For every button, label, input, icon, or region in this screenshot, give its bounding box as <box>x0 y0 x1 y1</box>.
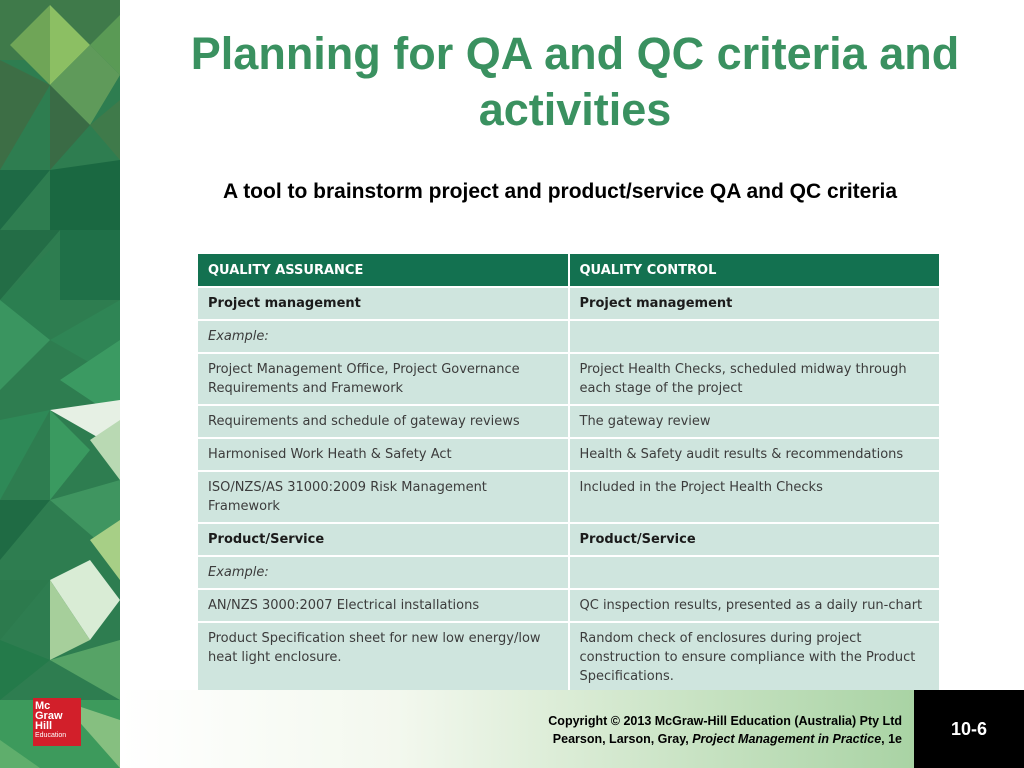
logo-line: Education <box>35 732 67 739</box>
decorative-side-pattern <box>0 0 120 768</box>
qa-cell: Project management <box>197 287 569 320</box>
footer-bar <box>120 690 914 768</box>
qc-cell: QC inspection results, presented as a daily run-chart <box>569 589 941 622</box>
copyright-notice <box>548 712 902 748</box>
logo-line: Hill <box>35 720 53 732</box>
qc-cell: Project management <box>569 287 941 320</box>
qa-qc-table <box>196 252 941 694</box>
table-row <box>197 320 940 353</box>
qc-cell: Random check of enclosures during project construction to ensure compliance with the Product Specifications. <box>569 622 941 693</box>
edition: , 1e <box>881 732 902 746</box>
copyright-line-1: Copyright © 2013 McGraw-Hill Education (Australia) Pty Ltd <box>548 714 902 728</box>
slide-subtitle: A tool to brainstorm project and product/service QA and QC criteria <box>222 180 898 203</box>
table-row <box>197 405 940 438</box>
qa-cell: AN/NZS 3000:2007 Electrical installations <box>197 589 569 622</box>
table-row <box>197 589 940 622</box>
table-header-row <box>197 253 940 287</box>
qa-cell: Product Specification sheet for new low energy/low heat light enclosure. <box>197 622 569 693</box>
table-row <box>197 287 940 320</box>
qc-cell <box>569 320 941 353</box>
mcgraw-hill-logo <box>33 698 81 746</box>
qa-cell: Product/Service <box>197 523 569 556</box>
triangle-pattern <box>0 0 120 768</box>
qa-cell: Requirements and schedule of gateway reviews <box>197 405 569 438</box>
qa-cell: Example: <box>197 556 569 589</box>
qc-cell: Included in the Project Health Checks <box>569 471 941 523</box>
book-title: Project Management in Practice <box>692 732 882 746</box>
qa-cell: Harmonised Work Heath & Safety Act <box>197 438 569 471</box>
page-number: 10-6 <box>914 690 1024 768</box>
qa-cell: Example: <box>197 320 569 353</box>
logo-line: Graw <box>35 710 63 722</box>
table-row <box>197 523 940 556</box>
qc-cell: Project Health Checks, scheduled midway through each stage of the project <box>569 353 941 405</box>
qa-cell: ISO/NZS/AS 31000:2009 Risk Management Framework <box>197 471 569 523</box>
qc-cell: Health & Safety audit results & recommendations <box>569 438 941 471</box>
table-body <box>197 287 940 693</box>
logo-line: Mc <box>35 700 51 712</box>
header-quality-control: QUALITY CONTROL <box>569 253 941 287</box>
qa-cell: Project Management Office, Project Governance Requirements and Framework <box>197 353 569 405</box>
qc-cell <box>569 556 941 589</box>
slide-title: Planning for QA and QC criteria and activities <box>190 28 960 135</box>
qc-cell: Product/Service <box>569 523 941 556</box>
header-quality-assurance: QUALITY ASSURANCE <box>197 253 569 287</box>
table-row <box>197 622 940 693</box>
table-row <box>197 438 940 471</box>
qc-cell: The gateway review <box>569 405 941 438</box>
table-row <box>197 353 940 405</box>
table-row <box>197 556 940 589</box>
copyright-line-2 <box>548 730 902 748</box>
table-row <box>197 471 940 523</box>
authors: Pearson, Larson, Gray, <box>552 732 693 746</box>
